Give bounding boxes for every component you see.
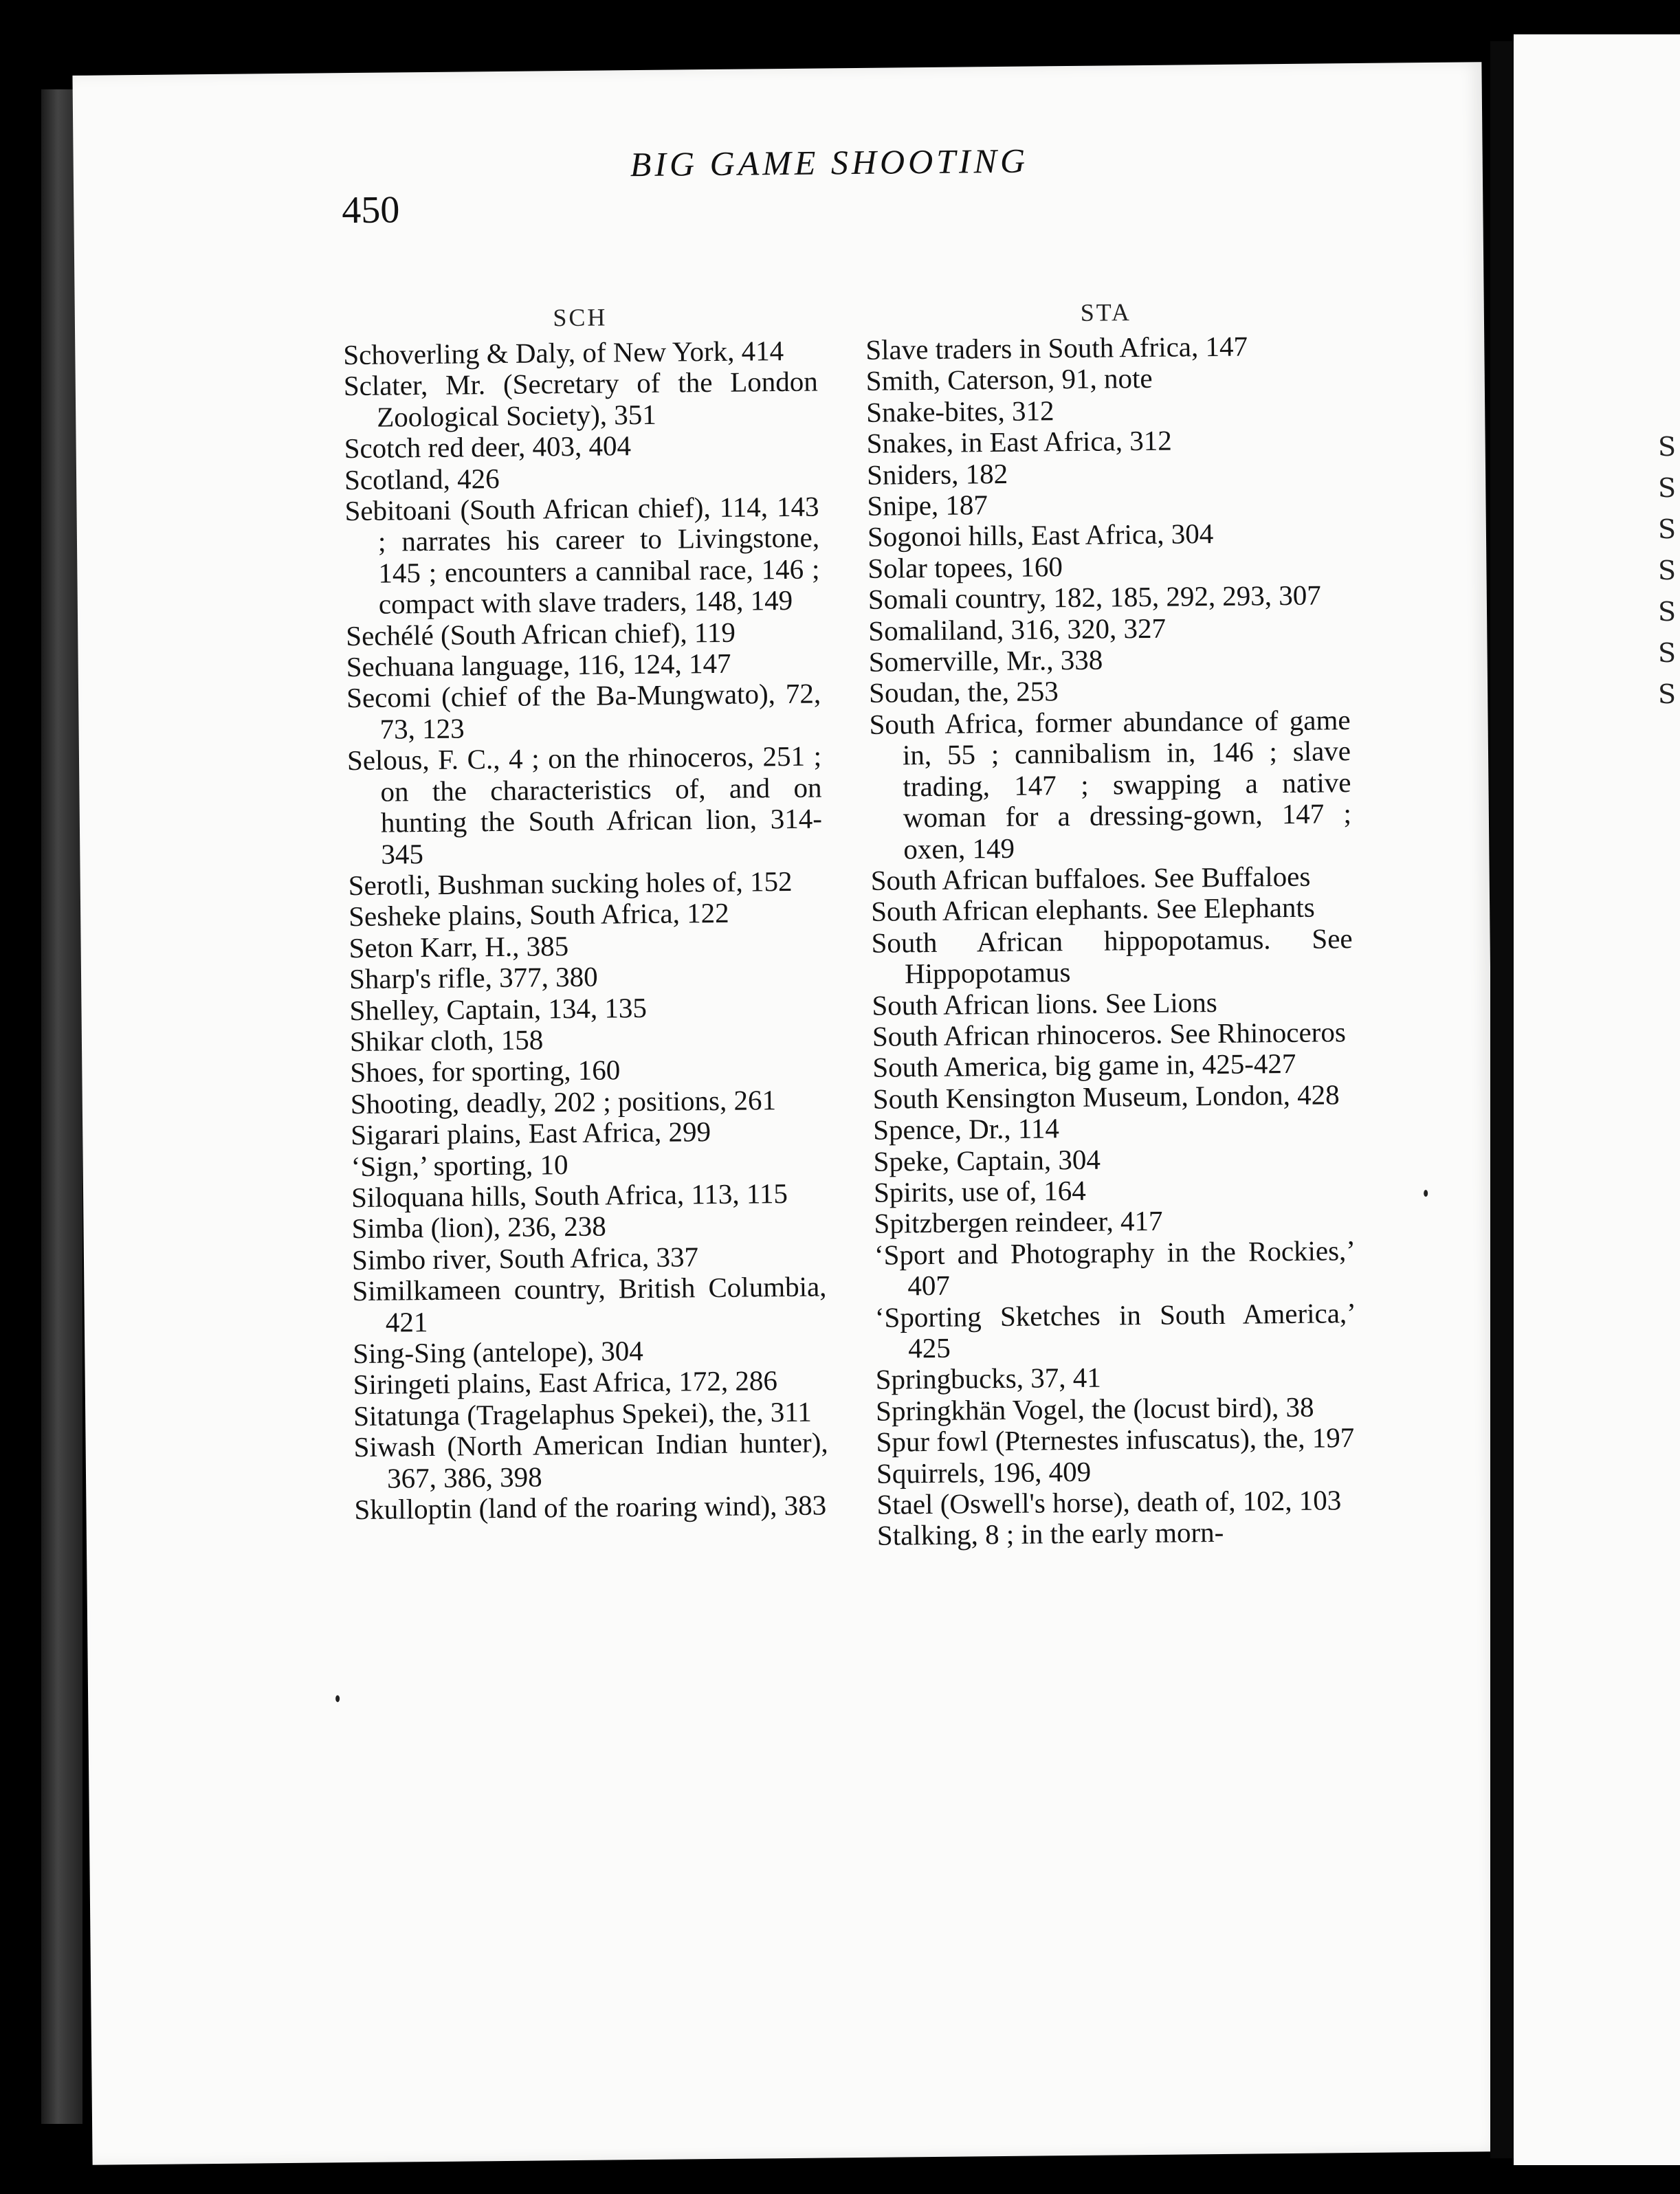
index-entry: South Africa, former abundance of game in, 55 ; cannibalism in, 146 ; slave trading, 147 ; swapping a native woman for a dressing-gown, 147 ; oxen, 149: [869, 703, 1352, 865]
index-entry: Serotli, Bushman sucking holes of, 152: [348, 865, 793, 902]
index-entry: Scotch red deer, 403, 404: [344, 430, 632, 465]
index-entry: ‘Sport and Photography in the Rockies,’ 407: [874, 1234, 1356, 1302]
index-entry: Sharp's rifle, 377, 380: [349, 960, 598, 995]
index-entry: Squirrels, 196, 409: [876, 1455, 1092, 1489]
facing-page-letter: S: [1658, 473, 1677, 503]
facing-page-letters: [1658, 426, 1680, 715]
index-entry: Spur fowl (Pternestes infuscatus), the, 197: [876, 1421, 1355, 1458]
facing-page-letter: S: [1658, 432, 1677, 462]
index-entry: Speke, Captain, 304: [873, 1143, 1101, 1177]
index-entry: Secomi (chief of the Ba-Mungwato), 72, 73, 123: [346, 677, 821, 745]
ink-speck: [1424, 1190, 1428, 1197]
index-entry: Snake-bites, 312: [865, 395, 1054, 428]
ink-speck: [335, 1695, 340, 1702]
index-entry: Springbucks, 37, 41: [875, 1362, 1101, 1396]
index-entry: Slave traders in South Africa, 147: [865, 330, 1248, 366]
index-entry: Shoes, for sporting, 160: [350, 1054, 621, 1089]
index-entry: Scotland, 426: [344, 462, 500, 496]
index-entry: Somerville, Mr., 338: [868, 643, 1103, 678]
index-entry: Spence, Dr., 114: [873, 1112, 1060, 1146]
index-entry: South African elephants. See Elephants: [870, 891, 1315, 928]
index-entry: Somaliland, 316, 320, 327: [868, 612, 1167, 647]
index-entry: Selous, F. C., 4 ; on the rhinoceros, 251 ; on the characteristics of, and on hunting the South African lion, 314-345: [346, 740, 823, 870]
index-column-right: [865, 290, 1359, 1551]
facing-page-edge: [1514, 34, 1680, 2165]
index-entry: Siloquana hills, South Africa, 113, 115: [351, 1177, 788, 1214]
column-key-right: STA: [1080, 298, 1132, 326]
index-entry: South African hippopotamus. See Hippopotamus: [871, 922, 1353, 990]
facing-page-letter: S: [1658, 514, 1677, 544]
index-entries-left: [343, 335, 829, 1526]
page-gutter: [1490, 41, 1514, 2158]
facing-page-letter: S: [1658, 679, 1677, 709]
index-entry: Spitzbergen reindeer, 417: [874, 1205, 1163, 1240]
index-entry: Siringeti plains, East Africa, 172, 286: [353, 1364, 778, 1401]
index-entry: Sing-Sing (antelope), 304: [353, 1335, 644, 1370]
book-page: [72, 62, 1501, 2165]
index-entry: Schoverling & Daly, of New York, 414: [343, 334, 784, 371]
index-entry: South African buffaloes. See Buffaloes: [870, 860, 1311, 896]
index-entry: ‘Sign,’ sporting, 10: [351, 1148, 568, 1182]
index-entry: South America, big game in, 425-427: [872, 1048, 1296, 1084]
index-entry: Snipe, 187: [867, 489, 988, 522]
index-entry: Sigarari plains, East Africa, 299: [351, 1116, 711, 1151]
index-entry: South African lions. See Lions: [872, 986, 1217, 1021]
index-entry: Sogonoi hills, East Africa, 304: [867, 518, 1214, 553]
index-entry: Skulloptin (land of the roaring wind), 383: [354, 1489, 827, 1526]
index-entry: Shelley, Captain, 134, 135: [349, 991, 648, 1026]
index-entry: Snakes, in East Africa, 312: [866, 424, 1172, 460]
index-entries-right: [865, 330, 1358, 1551]
index-entry: Sclater, Mr. (Secretary of the London Zoological Society), 351: [343, 365, 818, 433]
index-column-left: [343, 296, 829, 1526]
facing-page-letter: S: [1658, 638, 1677, 668]
index-entry: Sechélé (South African chief), 119: [346, 616, 736, 652]
index-entry: Somali country, 182, 185, 292, 293, 307: [867, 579, 1322, 616]
index-entry: Stael (Oswell's horse), death of, 102, 103: [876, 1484, 1342, 1520]
index-entry: Sitatunga (Tragelaphus Spekei), the, 311: [353, 1395, 812, 1432]
index-entry: Stalking, 8 ; in the early morn-: [876, 1516, 1224, 1552]
index-entry: Springkhän Vogel, the (locust bird), 38: [875, 1390, 1314, 1427]
index-entry: Sniders, 182: [866, 457, 1008, 491]
facing-page-letter: S: [1658, 555, 1677, 586]
index-entry: South Kensington Museum, London, 428: [872, 1078, 1340, 1115]
index-entry: Sechuana language, 116, 124, 147: [346, 647, 731, 683]
running-title: BIG GAME SHOOTING: [630, 141, 1029, 184]
index-entry: Similkameen country, British Columbia, 421: [352, 1270, 827, 1338]
index-entry: Solar topees, 160: [867, 550, 1063, 584]
index-entry: Seton Karr, H., 385: [349, 929, 569, 964]
index-entry: Spirits, use of, 164: [873, 1174, 1086, 1208]
index-entry: Shooting, deadly, 202 ; positions, 261: [350, 1083, 777, 1120]
index-entry: Soudan, the, 253: [868, 675, 1059, 709]
index-entry: Simba (lion), 236, 238: [351, 1210, 606, 1245]
index-entry: Siwash (North American Indian hunter), 367, 386, 398: [353, 1426, 828, 1494]
index-entry: Simbo river, South Africa, 337: [351, 1241, 699, 1276]
page-number: 450: [342, 188, 400, 232]
facing-page-letter: S: [1658, 597, 1677, 627]
index-entry: ‘Sporting Sketches in South America,’ 425: [874, 1296, 1357, 1364]
index-entry: Sebitoani (South African chief), 114, 143 ; narrates his career to Livingstone, 145 ; encounters a cannibal race, 146 ; compact with slave traders, 148, 149: [344, 490, 820, 620]
column-key-left: SCH: [553, 303, 608, 332]
index-entry: Sesheke plains, South Africa, 122: [348, 897, 729, 933]
index-entry: Smith, Caterson, 91, note: [865, 362, 1153, 397]
index-entry: South African rhinoceros. See Rhinoceros: [872, 1016, 1346, 1052]
index-entry: Shikar cloth, 158: [349, 1023, 544, 1058]
